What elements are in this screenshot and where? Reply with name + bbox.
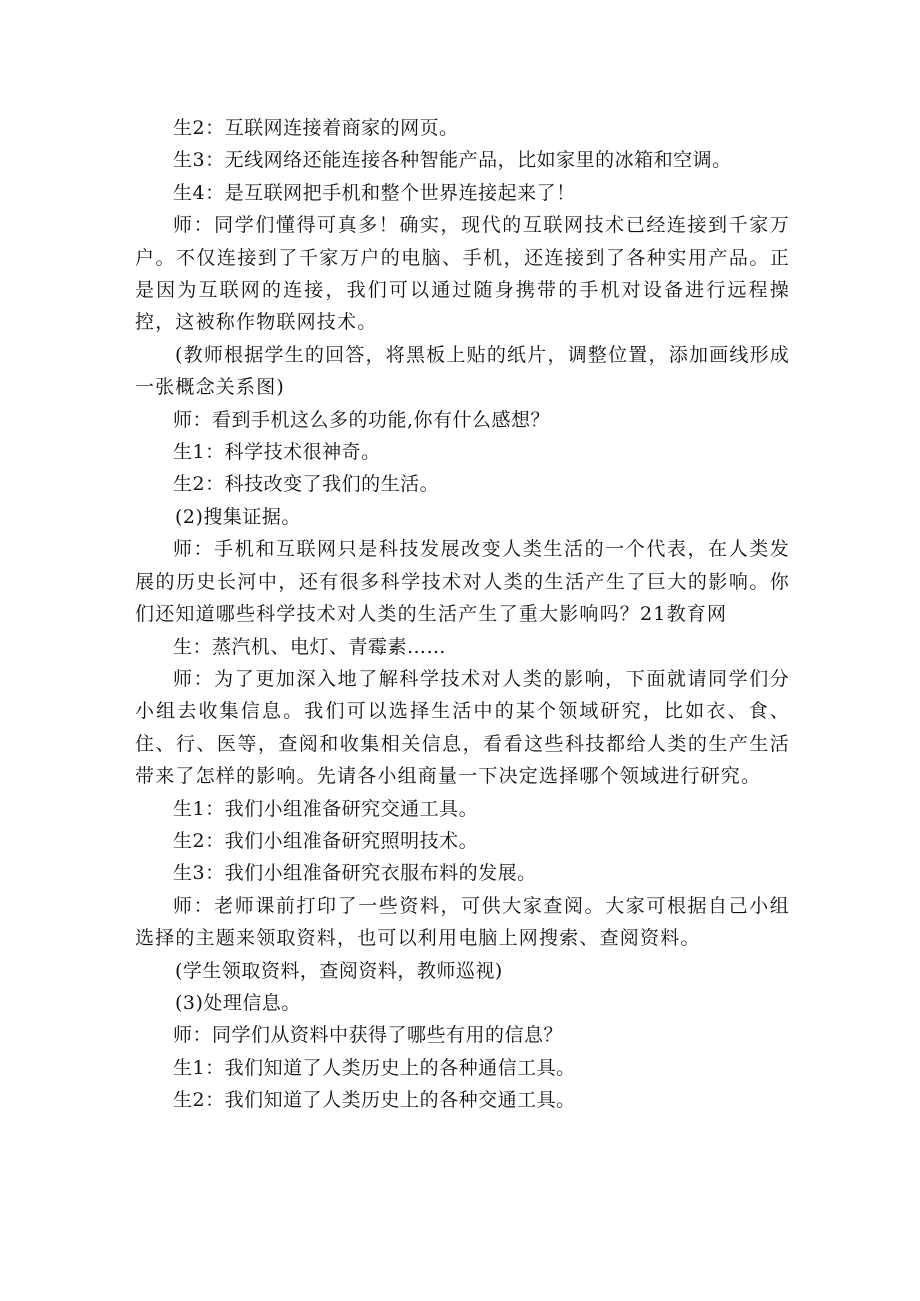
paragraph-student1-transport: 生1：我们小组准备研究交通工具。 [173,797,479,820]
paragraph-concept-map-note: (教师根据学生的回答，将黑板上贴的纸片，调整位置，添加画线形成一张概念关系图) [135,343,790,399]
paragraph-student2-life: 生2：科技改变了我们的生活。 [173,473,440,496]
paragraph-teacher-question: 师：看到手机这么多的功能,你有什么感想？ [173,408,551,431]
document-page [135,112,790,1117]
paragraph-student2-transport-history: 生2：我们知道了人类历史上的各种交通工具。 [173,1089,576,1112]
paragraph-teacher-history: 师：手机和互联网只是科技发展改变人类生活的一个代表，在人类发展的历史长河中，还有很多科学技术对人类的生活产生了巨大的影响。你们还知道哪些科学技术对人类的生活产生了重大影响吗？21教育网 [135,538,790,626]
paragraph-teacher-info-question: 师：同学们从资料中获得了哪些有用的信息？ [173,1024,564,1047]
section-heading-collect-evidence: (2)搜集证据。 [175,505,301,528]
section-heading-process-info: (3)处理信息。 [175,991,301,1014]
paragraph-teacher-iot: 师：同学们懂得可真多！确实，现代的互联网技术已经连接到千家万户。不仅连接到了千家万户的电脑、手机，还连接到了各种实用产品。正是因为互联网的连接，我们可以通过随身携带的手机对设备进行远程操控，这被称作物联网技术。 [135,214,790,334]
paragraph-student3-wireless: 生3：无线网络还能连接各种智能产品，比如家里的冰箱和空调。 [173,149,732,172]
paragraph-student1-communication: 生1：我们知道了人类历史上的各种通信工具。 [173,1056,576,1079]
paragraph-activity-note: (学生领取资料，查阅资料，教师巡视) [175,959,503,982]
paragraph-student2-lighting: 生2：我们小组准备研究照明技术。 [173,829,479,852]
paragraph-student1-amazing: 生1：科学技术很神奇。 [173,441,381,464]
paragraph-student4-world: 生4：是互联网把手机和整个世界连接起来了！ [173,181,576,204]
paragraph-student3-fabric: 生3：我们小组准备研究衣服布料的发展。 [173,862,537,885]
paragraph-student-examples: 生：蒸汽机、电灯、青霉素…… [173,635,447,658]
paragraph-student2-web: 生2：互联网连接着商家的网页。 [173,117,459,139]
paragraph-teacher-groups: 师：为了更加深入地了解科学技术对人类的影响，下面就请同学们分小组去收集信息。我们可以选择生活中的某个领域研究，比如衣、食、住、行、医等，查阅和收集相关信息，看看这些科技都给人类的生产生活带来了怎样的影响。先请各小组商量一下决定选择哪个领域进行研究。 [135,667,790,788]
paragraph-teacher-materials: 师：老师课前打印了一些资料，可供大家查阅。大家可根据自己小组选择的主题来领取资料，也可以利用电脑上网搜索、查阅资料。 [135,894,790,950]
